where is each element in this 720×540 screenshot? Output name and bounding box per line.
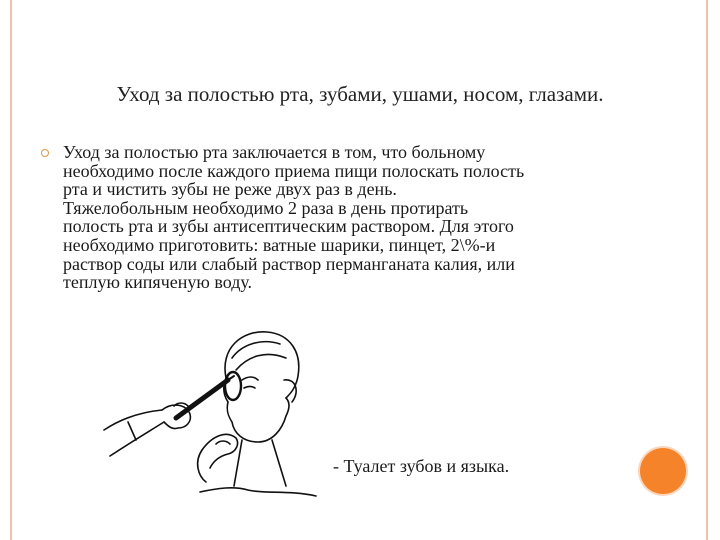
mouth-care-illustration	[102, 318, 322, 518]
slide-title: Уход за полостью рта, зубами, ушами, носом, глазами.	[116, 82, 604, 106]
patient-neck	[234, 440, 286, 486]
illustration-caption: - Туалет зубов и языка.	[333, 456, 510, 476]
nurse-sleeve	[104, 410, 164, 456]
decorative-orange-circle	[640, 448, 686, 494]
bullet-icon	[41, 149, 49, 157]
patient-face	[224, 378, 289, 442]
bullet-text: Уход за полостью рта заключается в том, что больному необходимо после каждого приема пищи полоскать полость рта и чистить зубы не реже двух раз в день. Тяжелобольным необходимо 2 раза в день протирать полость рта и зубы антисептическим раствором. Для этого необходимо приготовить: ватные шарики, пинцет, 2\%-и раствор соды или слабый раствор перманганата калия, или теплую кипяченую воду.	[63, 142, 525, 293]
spatula-instrument	[176, 380, 228, 418]
frame-border-right	[706, 0, 708, 540]
nurse-second-hand	[202, 434, 238, 468]
frame-border-left	[10, 0, 12, 540]
